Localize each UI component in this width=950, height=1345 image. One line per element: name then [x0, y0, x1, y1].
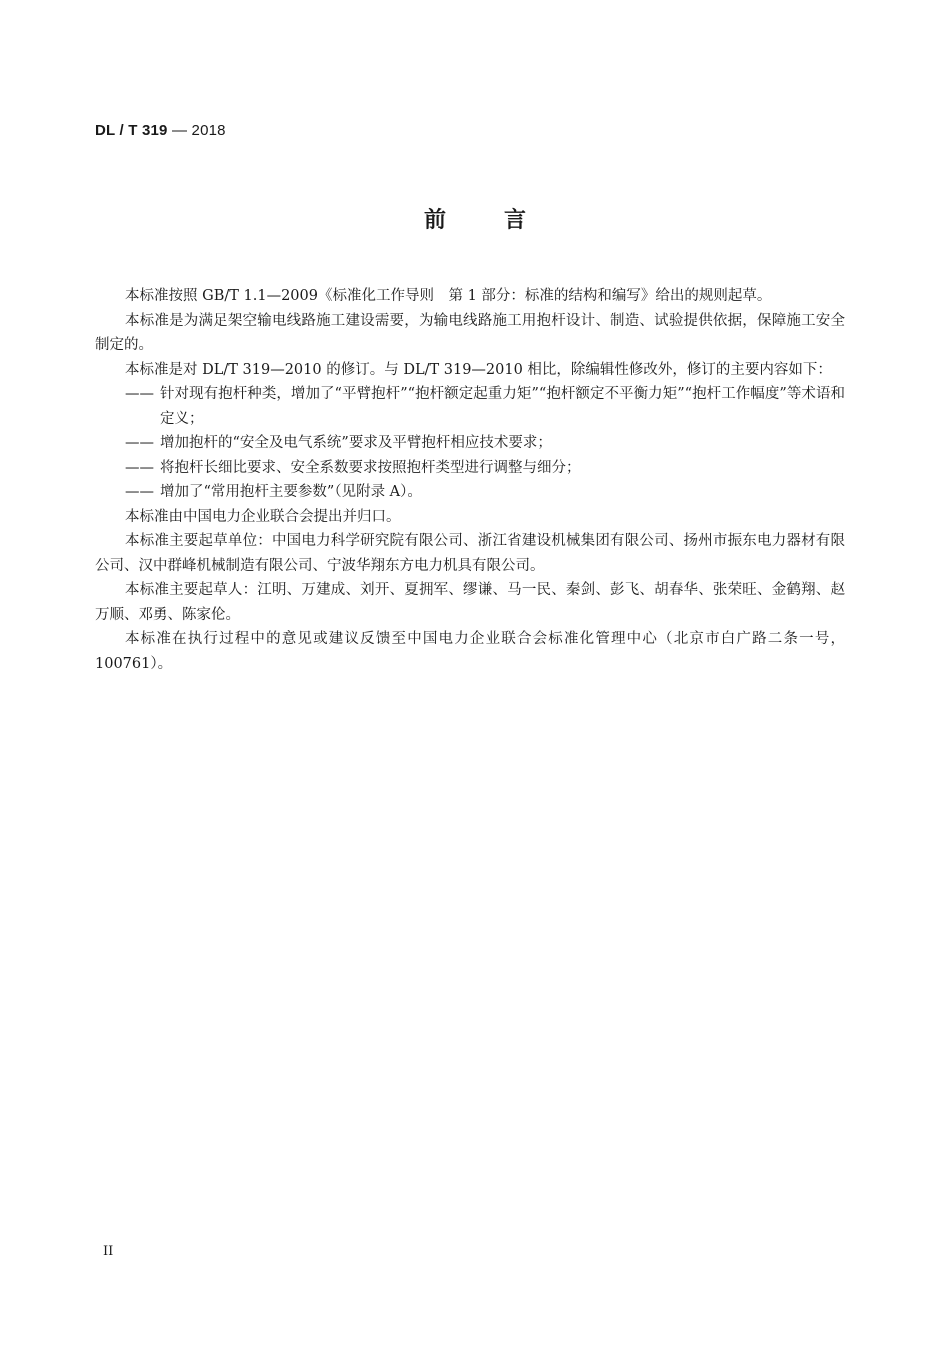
- dash-mark: ——: [125, 484, 154, 500]
- change-item-text: 增加了“常用抱杆主要参数”（见附录 A）。: [160, 484, 422, 500]
- standard-code-year: — 2018: [167, 122, 226, 139]
- paragraph-drafters: 本标准主要起草人：江明、万建成、刘开、夏拥军、缪谦、马一民、秦剑、彭飞、胡春华、张荣旺、金鹤翔、赵万顺、邓勇、陈家伦。: [95, 582, 845, 623]
- paragraph-feedback: 本标准在执行过程中的意见或建议反馈至中国电力企业联合会标准化管理中心（北京市白广路二条一号，100761）。: [95, 631, 845, 672]
- page-title: 前言: [423, 208, 584, 233]
- change-item-text: 将抱杆长细比要求、安全系数要求按照抱杆类型进行调整与细分；: [160, 459, 581, 476]
- change-item: [95, 456, 845, 481]
- dash-mark: ——: [125, 386, 154, 402]
- change-item-text: 增加抱杆的“安全及电气系统”要求及平臂抱杆相应技术要求；: [160, 435, 552, 451]
- dash-mark: ——: [125, 435, 154, 451]
- change-item: [95, 382, 845, 431]
- paragraph-revision: 本标准是对 DL/T 319—2010 的修订。与 DL/T 319—2010 相比，除编辑性修改外，修订的主要内容如下：: [125, 361, 832, 378]
- foreword-body: [95, 284, 845, 676]
- paragraph-drafting-units: 本标准主要起草单位：中国电力科学研究院有限公司、浙江省建设机械集团有限公司、扬州市振东电力器材有限公司、汉中群峰机械制造有限公司、宁波华翔东方电力机具有限公司。: [95, 533, 845, 574]
- paragraph-purpose: 本标准是为满足架空输电线路施工建设需要，为输电线路施工用抱杆设计、制造、试验提供依据，保障施工安全制定的。: [95, 312, 845, 353]
- dash-mark: ——: [125, 459, 154, 476]
- paragraph-drafting-rules: 本标准按照 GB/T 1.1—2009《标准化工作导则 第 1 部分：标准的结构和编写》给出的规则起草。: [125, 288, 772, 304]
- standard-code-number: DL / T 319: [95, 122, 168, 139]
- page-number: II: [103, 1244, 114, 1259]
- change-item: [95, 480, 845, 505]
- paragraph-proposer: 本标准由中国电力企业联合会提出并归口。: [125, 508, 401, 525]
- change-item: [95, 431, 845, 456]
- change-item-text: 针对现有抱杆种类，增加了“平臂抱杆”“抱杆额定起重力矩”“抱杆额定不平衡力矩”“抱杆工作幅度”等术语和定义；: [160, 386, 845, 427]
- standard-code: [95, 122, 226, 139]
